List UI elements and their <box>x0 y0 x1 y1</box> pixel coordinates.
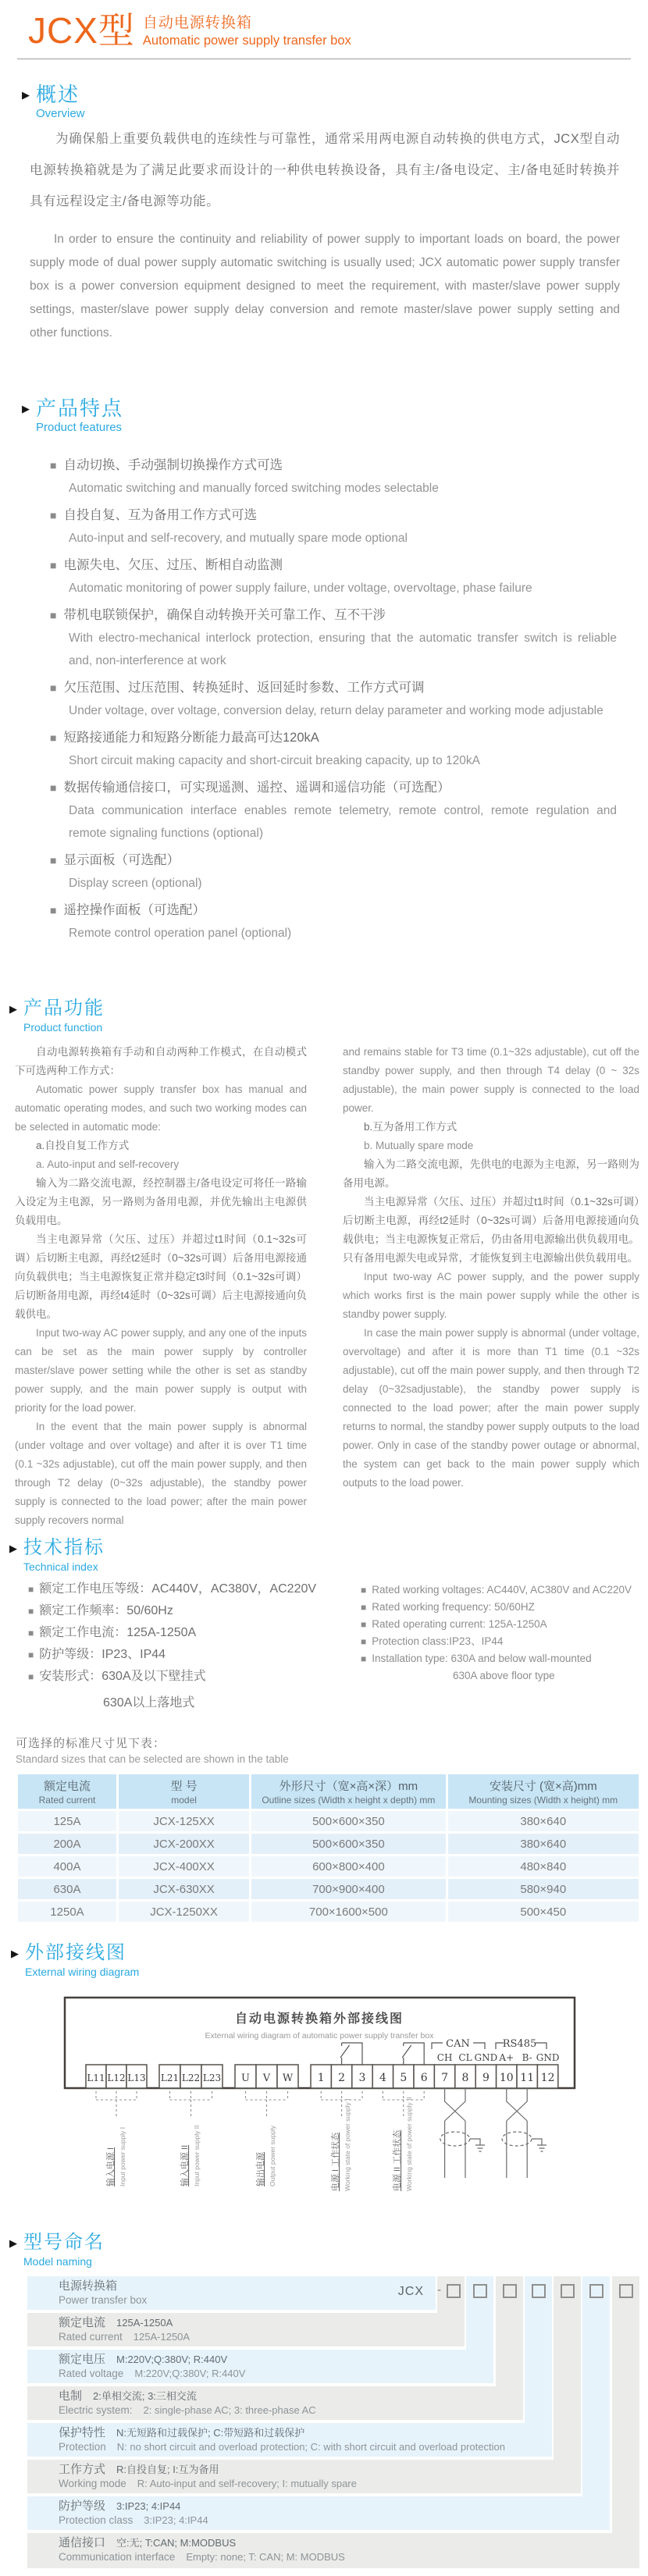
twisted-pair-can <box>440 2088 485 2178</box>
section-title-zh: 型号命名 <box>23 2232 105 2253</box>
cell: 500×600×350 <box>251 1811 445 1831</box>
svg-text:5: 5 <box>400 2072 408 2084</box>
section-title-en: Product function <box>23 1021 103 1034</box>
feature-en: Data communication interface enables remote telemetry, remote control, remote regulation and remote signaling functions (optional) <box>69 804 617 840</box>
feature-en: Short circuit making capacity and short-circuit breaking capacity, up to 120kA <box>69 754 480 767</box>
cell: 630A <box>18 1879 116 1899</box>
svg-text:8: 8 <box>461 2072 469 2084</box>
bullet-icon: ■ <box>361 1619 367 1630</box>
cell: 600×800×400 <box>251 1856 445 1877</box>
feature-en: Display screen (optional) <box>69 877 202 890</box>
cell: 480×840 <box>448 1856 639 1877</box>
feature-item <box>50 454 617 500</box>
function-paragraph: Input two-way AC power supply, and any one of the inputs can be set as the main power supply by controller master/slave power setting while the other is set as standby power supply, and the main power supply is output with priority for the load power. <box>15 1327 307 1414</box>
svg-text:输出电源: 输出电源 <box>256 2152 265 2186</box>
code-column-7 <box>612 2276 639 2533</box>
model-prefix: JCX <box>397 2285 424 2298</box>
feature-zh: 电源失电、欠压、过压、断相自动监测 <box>63 558 283 572</box>
column-header: 外形尺寸（宽×高×深）mm Outline sizes (Width x height x depth) mm <box>251 1774 445 1809</box>
section-title-zh: 技术指标 <box>23 1537 105 1558</box>
function-paragraph: Automatic power supply transfer box has manual and automatic operating modes, and such two working modes can be selected in automatic mode: <box>15 1083 307 1133</box>
svg-text:L22: L22 <box>181 2073 201 2083</box>
bullet-icon: ■ <box>28 1671 34 1682</box>
feature-zh: 显示面板（可选配） <box>63 853 180 867</box>
cell: 500×450 <box>448 1902 639 1922</box>
section-naming-header <box>9 2231 105 2268</box>
svg-text:2: 2 <box>338 2072 346 2084</box>
technical-item: ■ 安装形式：630A及以下壁挂式 <box>28 1670 206 1683</box>
function-paragraph: a.自投自复工作方式 <box>36 1140 130 1151</box>
ground-icon <box>475 2145 485 2151</box>
section-arrow-icon: ▶ <box>22 403 30 415</box>
naming-row: 额定电流 125A-1250A Rated current 125A-1250A <box>27 2313 465 2347</box>
bullet-icon: ■ <box>50 609 57 621</box>
group-labels <box>105 2097 413 2191</box>
feature-item <box>50 849 617 895</box>
naming-row: 电源转换箱 Power transfer box JCX <box>27 2276 436 2310</box>
cell: 380×640 <box>448 1834 639 1854</box>
technical-item: ■ 额定工作电流：125A-1250A <box>28 1626 197 1639</box>
section-arrow-icon: ▶ <box>11 1948 19 1959</box>
technical-item-cont: 630A above floor type <box>453 1670 555 1681</box>
section-title-en: Overview <box>36 107 85 120</box>
pin-label: CL <box>458 2052 472 2063</box>
code-box <box>473 2284 487 2298</box>
feature-zh: 遥控操作面板（可选配） <box>63 903 205 917</box>
column-header: 型 号 model <box>119 1774 249 1809</box>
section-arrow-icon: ▶ <box>9 2237 17 2249</box>
naming-row: 电制 2:单相交流; 3:三相交流 Electric system: 2: single-phase AC; 3: three-phase AC <box>27 2386 523 2420</box>
bullet-icon: ■ <box>50 681 57 694</box>
bullet-icon: ■ <box>50 904 57 916</box>
table-row <box>18 1902 639 1922</box>
page-header <box>28 8 351 53</box>
product-title-zh: 自动电源转换箱 <box>142 15 252 31</box>
feature-item <box>50 727 617 772</box>
bullet-icon: ■ <box>50 559 57 571</box>
technical-item: ■ Protection class:IP23、IP44 <box>361 1635 504 1647</box>
function-paragraph: 当主电源异常（欠压、过压）并超过t1时间（0.1~32s可调）后切断主电源，再经t2延时（0~32s可调）后备用电源接通向负载供电；当主电源恢复正常并稳定t3时间（0.1~32s可调）后切断备用电源，再经t4延时（0~32s可调）后主电源接通向负载供电。 <box>15 1233 307 1320</box>
svg-text:Input power supply I: Input power supply I <box>119 2126 126 2186</box>
bullet-icon: ■ <box>28 1606 34 1617</box>
feature-zh: 数据传输通信接口，可实现遥测、遥控、遥调和遥信功能（可选配） <box>63 781 450 795</box>
cell: 400A <box>18 1856 116 1877</box>
section-title-en: Technical index <box>23 1560 98 1573</box>
code-box <box>503 2284 517 2298</box>
svg-text:Input power supply II: Input power supply II <box>193 2125 201 2186</box>
sizes-table <box>16 1772 641 1924</box>
feature-zh: 短路接通能力和短路分断能力最高可达120kA <box>63 731 319 745</box>
svg-text:W: W <box>282 2073 294 2084</box>
rs485-label: RS485 <box>502 2038 537 2050</box>
function-column-right <box>343 1043 639 1493</box>
sizes-intro-zh: 可选择的标准尺寸见下表： <box>16 1737 166 1750</box>
technical-item: ■ Rated working voltages: AC440V, AC380V and AC220V <box>361 1584 632 1596</box>
technical-item: ■ Rated operating current: 125A-1250A <box>361 1618 547 1630</box>
feature-item <box>50 554 617 600</box>
bullet-icon: ■ <box>50 509 57 521</box>
code-column-4 <box>525 2276 552 2423</box>
code-column-6 <box>582 2276 610 2496</box>
code-column-5 <box>554 2276 581 2460</box>
svg-text:7: 7 <box>441 2072 449 2084</box>
section-title-en: Product features <box>36 421 123 434</box>
svg-text:电源 I 工作状态: 电源 I 工作状态 <box>331 2132 340 2191</box>
bullet-icon: ■ <box>361 1636 367 1647</box>
technical-item: ■ Rated working frequency: 50/60HZ <box>361 1601 535 1613</box>
cell: 1250A <box>18 1902 116 1922</box>
code-column-3 <box>496 2276 523 2386</box>
naming-row: 通信接口 空:无; T:CAN; M:MODBUS Communication interface Empty: none; T: CAN; M: MODBUS <box>27 2533 639 2568</box>
svg-text:L12: L12 <box>107 2073 126 2083</box>
wiring-diagram <box>51 1987 597 2221</box>
svg-text:11: 11 <box>520 2072 535 2084</box>
feature-zh: 欠压范围、过压范围、转换延时、返回延时参数、工作方式可调 <box>63 681 425 695</box>
feature-zh: 自投自复、互为备用工作方式可选 <box>63 508 257 522</box>
table-header-row <box>18 1774 639 1809</box>
overview-paragraph-en: In order to ensure the continuity and reliability of power supply to important loads on board, the power supply mode of dual power supply automatic switching is usually used; JCX automatic power supply transfer box is a power conversion equipment designed to meet the requirement, with master/slave power supply settings, master/slave power supply delay conversion and remote master/slave power supply setting and other functions. <box>30 233 620 340</box>
bullet-icon: ■ <box>361 1653 367 1664</box>
svg-text:10: 10 <box>499 2072 514 2084</box>
twisted-pair-rs485 <box>502 2088 547 2178</box>
svg-text:L11: L11 <box>87 2073 105 2083</box>
svg-text:L13: L13 <box>127 2073 146 2083</box>
pin-label: GND <box>536 2052 560 2063</box>
svg-text:U: U <box>241 2073 250 2084</box>
feature-item <box>50 777 617 845</box>
section-technical-header <box>9 1536 105 1573</box>
bullet-icon: ■ <box>50 459 57 471</box>
cell: 700×1600×500 <box>251 1902 445 1922</box>
bullet-icon: ■ <box>361 1585 367 1596</box>
section-arrow-icon: ▶ <box>22 89 30 101</box>
code-box <box>619 2284 633 2298</box>
overview-paragraph-zh: 为确保船上重要负载供电的连续性与可靠性，通常采用两电源自动转换的供电方式，JCX型自动电源转换箱就是为了满足此要求而设计的一种供电转换设备，具有主/备电设定、主/备电延时转换并具有远程设定主/备电源等功能。 <box>30 132 620 208</box>
table-row <box>18 1811 639 1831</box>
code-box <box>561 2284 575 2298</box>
function-paragraph: 输入为二路交流电源，经控制器主/备电设定可将任一路输入设定为主电源，另一路则为备用电源，并优先输出主电源供负载用电。 <box>15 1177 307 1226</box>
naming-row: 防护等级 3:IP23; 4:IP44 Protection class 3:IP23; 4:IP44 <box>27 2496 610 2530</box>
diagram-title-zh: 自动电源转换箱外部接线图 <box>234 2012 404 2026</box>
technical-item: ■ Installation type: 630A and below wall-mounted <box>361 1653 592 1664</box>
svg-text:Working state of power supply: Working state of power supply I <box>344 2098 351 2191</box>
dash: - <box>437 2283 441 2297</box>
technical-item: ■ 额定工作频率：50/60Hz <box>28 1604 173 1617</box>
svg-text:3: 3 <box>358 2072 366 2084</box>
svg-text:V: V <box>262 2073 271 2084</box>
function-paragraph: a. Auto-input and self-recovery <box>36 1158 180 1170</box>
feature-en: Automatic switching and manually forced switching modes selectable <box>69 482 439 495</box>
svg-text:1: 1 <box>317 2072 325 2084</box>
cell: JCX-125XX <box>119 1811 249 1831</box>
cell: 125A <box>18 1811 116 1831</box>
svg-text:输入电源 I: 输入电源 I <box>106 2147 116 2186</box>
svg-text:6: 6 <box>420 2072 428 2084</box>
naming-row: 工作方式 R:自投自复; I:互为备用 Working mode R: Auto-input and self-recovery; I: mutually spare <box>27 2460 581 2493</box>
cell: 700×900×400 <box>251 1879 445 1899</box>
cell: 500×600×350 <box>251 1834 445 1854</box>
ground-icon <box>537 2145 547 2151</box>
technical-item: ■ 防护等级：IP23、IP44 <box>28 1648 166 1661</box>
sizes-intro-en: Standard sizes that can be selected are shown in the table <box>16 1753 289 1765</box>
product-model: JCX型 <box>28 10 135 51</box>
function-column-left <box>15 1043 307 1530</box>
cell: JCX-630XX <box>119 1879 249 1899</box>
bullet-icon: ■ <box>28 1649 34 1660</box>
svg-text:4: 4 <box>379 2072 386 2084</box>
svg-text:9: 9 <box>482 2072 490 2084</box>
feature-zh: 带机电联锁保护，确保自动转换开关可靠工作、互不干涉 <box>63 608 386 622</box>
section-arrow-icon: ▶ <box>9 1003 17 1015</box>
cell: JCX-400XX <box>119 1856 249 1877</box>
naming-diagram <box>27 2276 640 2568</box>
cell: 200A <box>18 1834 116 1854</box>
feature-item <box>50 899 617 945</box>
cell: JCX-1250XX <box>119 1902 249 1922</box>
function-paragraph: 当主电源异常（欠压、过压）并超过t1时间（0.1~32s可调）后切断主电源，再经t2延时（0~32s可调）后备用电源接通向负载供电；当主电源恢复正常后，仍由备用电源输出供负载用电。只有备用电源失电或异常，才能恢复到主电源输出供负载用电。 <box>343 1196 639 1264</box>
cell: 380×640 <box>448 1811 639 1831</box>
feature-en: Under voltage, over voltage, conversion delay, return delay parameter and working mode adjustable <box>69 704 603 717</box>
function-paragraph: b. Mutually spare mode <box>364 1140 474 1151</box>
technical-item: ■ 额定工作电压等级：AC440V，AC380V，AC220V <box>28 1582 317 1596</box>
code-column-2 <box>466 2276 493 2350</box>
section-function-header <box>9 997 105 1034</box>
product-title-en: Automatic power supply transfer box <box>142 34 351 48</box>
bullet-icon: ■ <box>28 1584 34 1595</box>
function-paragraph: Input two-way AC power supply, and the power supply which works first is the main power supply while the other is standby power supply. <box>343 1271 639 1320</box>
group-brackets <box>96 2091 424 2118</box>
svg-text:12: 12 <box>540 2072 555 2084</box>
technical-column-en <box>361 1582 642 1685</box>
section-arrow-icon: ▶ <box>9 1542 17 1554</box>
column-header: 安装尺寸 (宽×高)mm Mounting sizes (Width x height) mm <box>448 1774 639 1809</box>
section-title-zh: 产品特点 <box>36 397 124 420</box>
column-header: 额定电流 Rated current <box>18 1774 116 1809</box>
feature-item <box>50 604 617 672</box>
features-list <box>50 454 617 949</box>
naming-row: 额定电压 M:220V;Q:380V; R:440V Rated voltage M:220V;Q:380V; R:440V <box>27 2350 493 2383</box>
feature-en: Auto-input and self-recovery, and mutually spare mode optional <box>69 532 408 545</box>
can-label: CAN <box>446 2038 470 2050</box>
bullet-icon: ■ <box>50 731 57 744</box>
cell: JCX-200XX <box>119 1834 249 1854</box>
table-row <box>18 1879 639 1899</box>
section-overview-header <box>22 83 85 120</box>
overview-body <box>30 123 620 345</box>
bullet-icon: ■ <box>50 854 57 866</box>
bullet-icon: ■ <box>28 1628 34 1638</box>
feature-item <box>50 504 617 550</box>
feature-en: Automatic monitoring of power supply failure, under voltage, overvoltage, phase failure <box>69 582 532 595</box>
bullet-icon: ■ <box>50 781 57 794</box>
section-title-zh: 外部接线图 <box>25 1942 126 1963</box>
function-paragraph: 输入为二路交流电源，先供电的电源为主电源，另一路则为备用电源。 <box>343 1158 639 1189</box>
function-paragraph: In the event that the main power supply is abnormal (under voltage and over voltage) and after it is over T1 time (0.1 ~32s adjustable), cut off the main power supply, and then through T2 delay (0~32s adjustable), the standby power supply is connected to the load power; after the main power supply recovers normal <box>15 1421 307 1526</box>
pin-label: A+ <box>499 2052 514 2063</box>
section-title-zh: 概述 <box>36 83 80 106</box>
table-row <box>18 1834 639 1854</box>
pin-label: GND <box>474 2052 498 2063</box>
feature-zh: 自动切换、手动强制切换操作方式可选 <box>63 458 283 472</box>
section-wiring-header <box>11 1941 139 1978</box>
svg-text:电源 II 工作状态: 电源 II 工作状态 <box>393 2129 402 2191</box>
function-paragraph: 自动电源转换箱有手动和自动两种工作模式，在自动模式下可选两种工作方式： <box>15 1046 307 1076</box>
function-paragraph: b.互为备用工作方式 <box>364 1121 458 1133</box>
pin-label: B- <box>522 2052 532 2063</box>
sizes-block <box>16 1735 641 1924</box>
section-title-en: Model naming <box>23 2255 92 2268</box>
feature-en: With electro-mechanical interlock protection, ensuring that the automatic transfer switch is reliable and, non-interference at work <box>69 632 617 667</box>
function-paragraph: In case the main power supply is abnormal (under voltage, overvoltage) and after it is more than T1 time (0.1 ~32s adjustable), cut off the main power supply, and then through T2 delay (0~32sadjustable), the standby power supply is connected to the load power; after the main power supply returns to normal, the standby power supply outputs to the load power. Only in case of the standby power outage or abnormal, the system can get back to the main power supply which outputs to the load power. <box>343 1327 639 1489</box>
feature-item <box>50 677 617 722</box>
diagram-title-en: External wiring diagram of automatic power supply transfer box <box>205 2031 434 2041</box>
technical-column-zh <box>28 1578 333 1714</box>
table-row <box>18 1856 639 1877</box>
code-column-1 <box>437 2276 465 2313</box>
pin-label: CH <box>436 2052 453 2063</box>
section-title-zh: 产品功能 <box>23 998 105 1019</box>
svg-text:L21: L21 <box>160 2073 180 2083</box>
code-box <box>532 2284 546 2298</box>
code-box <box>447 2284 461 2298</box>
function-paragraph: and remains stable for T3 time (0.1~32s adjustable), cut off the standby power supply, and then through T4 delay (0 ~ 32s adjustable), the main power supply is connected to the load power. <box>343 1046 639 1114</box>
svg-text:Output power supply: Output power supply <box>269 2126 276 2186</box>
section-features-header <box>22 397 123 434</box>
feature-en: Remote control operation panel (optional) <box>69 927 292 940</box>
section-title-en: External wiring diagram <box>25 1966 140 1978</box>
bullet-icon: ■ <box>361 1602 367 1613</box>
svg-text:L23: L23 <box>202 2073 222 2083</box>
technical-item-cont: 630A以上落地式 <box>103 1696 195 1710</box>
cell: 580×940 <box>448 1879 639 1899</box>
naming-row: 保护特性 N:无短路和过载保护; C:带短路和过载保护 Protection N: no short circuit and overload protection; C: with short circuit and overload protection <box>27 2423 552 2457</box>
code-box <box>589 2284 603 2298</box>
svg-text:Working state of power supply: Working state of power supply II <box>405 2097 413 2191</box>
svg-text:输入电源 II: 输入电源 II <box>180 2144 190 2186</box>
